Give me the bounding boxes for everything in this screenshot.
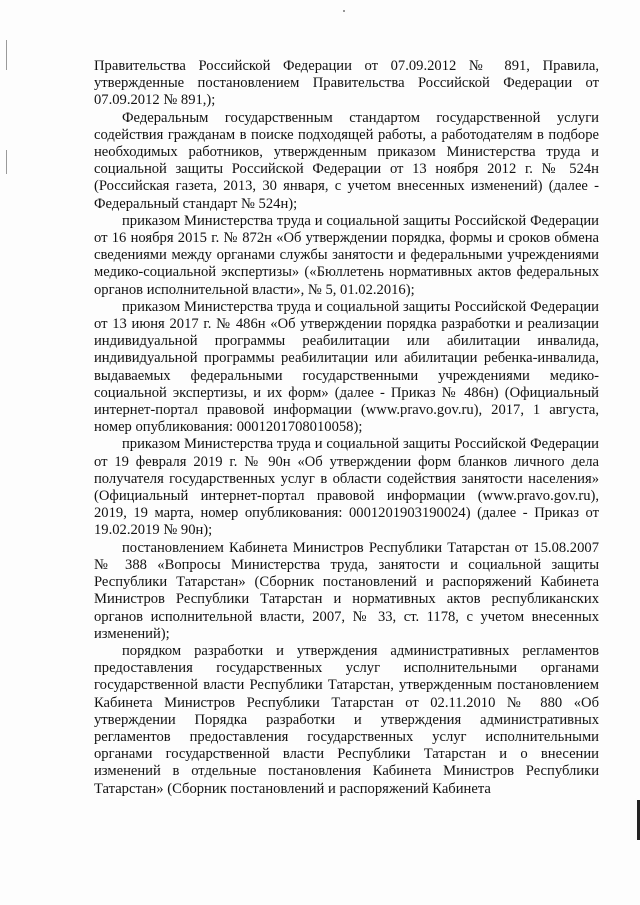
paragraph: Федеральным государственным стандартом государственной услуги содействия гражданам в поиске подходящей работы, а работодателям в подборе необходимых работников, утвержденным приказом Министерства труда и социальной защиты Российской Федерации от 13 ноября 2012 г. № 524н (Российская газета, 2013, 30 января, с учетом внесенных изменений) (далее - Федеральный стандарт № 524н); [94,109,599,212]
paragraph: Правительства Российской Федерации от 07.09.2012 № 891, Правила, утвержденные постановлением Правительства Российской Федерации от 07.09.2012 № 891,); [94,58,599,109]
document-body [94,58,599,798]
paragraph: приказом Министерства труда и социальной защиты Российской Федерации от 13 июня 2017 г. № 486н «Об утверждении порядка разработки и реализации индивидуальной программы реабилитации или абилитации инвалида, индивидуальной программы реабилитации или абилитации ребенка-инвалида, выдаваемых федеральными государственными учреждениями медико-социальной экспертизы, и их форм» (далее - Приказ № 486н) (Официальный интернет-портал правовой информации (www.pravo.gov.ru), 2017, 1 августа, номер опубликования: 0001201708010058); [94,298,599,436]
paragraph: приказом Министерства труда и социальной защиты Российской Федерации от 19 февраля 2019 г. № 90н «Об утверждении форм бланков личного дела получателя государственных услуг в области содействия занятости населения» (Официальный интернет-портал правовой информации (www.pravo.gov.ru), 2019, 19 марта, номер опубликования: 0001201903190024) (далее - Приказ от 19.02.2019 № 90н); [94,436,599,539]
scan-margin-mark [6,40,7,70]
scan-margin-mark [6,150,7,174]
paragraph: постановлением Кабинета Министров Республики Татарстан от 15.08.2007 № 388 «Вопросы Министерства труда, занятости и социальной защиты Республики Татарстан» (Сборник постановлений и распоряжений Кабинета Министров Республики Татарстан и нормативных актов республиканских органов исполнительной власти, 2007, № 33, ст. 1178, с учетом внесенных изменений); [94,539,599,642]
paragraph: порядком разработки и утверждения административных регламентов предоставления государственных услуг исполнительными органами государственной власти Республики Татарстан, утвержденным постановлением Кабинета Министров Республики Татарстан от 02.11.2010 № 880 «Об утверждении Порядка разработки и утверждения административных регламентов предоставления государственных услуг исполнительными органами государственной власти Республики Татарстан и о внесении изменений в отдельные постановления Кабинета Министров Республики Татарстан» (Сборник постановлений и распоряжений Кабинета [94,642,599,797]
scan-speck [343,10,345,12]
paragraph: приказом Министерства труда и социальной защиты Российской Федерации от 16 ноября 2015 г. № 872н «Об утверждении порядка, формы и сроков обмена сведениями между органами службы занятости и федеральными учреждениями медико-социальной экспертизы» («Бюллетень нормативных актов федеральных органов исполнительной власти», № 5, 01.02.2016); [94,212,599,298]
